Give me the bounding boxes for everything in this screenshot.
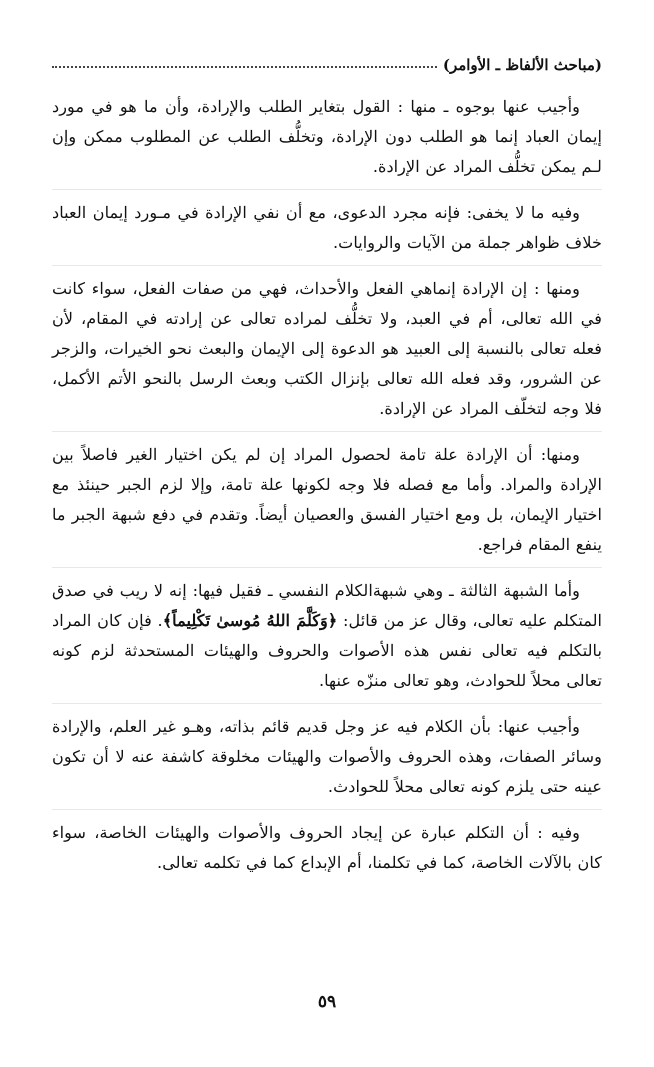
paragraph-separator bbox=[52, 809, 602, 810]
paragraph-separator bbox=[52, 189, 602, 190]
running-title: (مباحث الألفاظ ـ الأوامر) bbox=[442, 56, 602, 74]
paragraph-text: وأجيب عنها بوجوه ـ منها : القول بتغاير الطلب والإرادة، وأن ما هو في مورد إيمان العباد إنما هو الطلب دون الإرادة، وتخلُّف الطلب عن المطلوب ممكن وإن لـم يمكن تخلُّف المراد عن الإرادة. bbox=[52, 97, 602, 176]
paragraph-2 bbox=[52, 198, 602, 258]
page-number: ٥٩ bbox=[317, 992, 337, 1012]
header-dotted-rule bbox=[52, 66, 437, 68]
paragraph-4 bbox=[52, 440, 602, 560]
paragraph-text: ومنها: أن الإرادة علة تامة لحصول المراد إن لم يكن اختيار الغير فاصلاً بين الإرادة والمراد. وأما مع فصله فلا وجه لكونها علة تامة، وإلا لزم الجبر حينئذ مع اختيار الإيمان، بل ومع اختيار الفسق والعصيان أيضاً. وتقدم في دفع شبهة الجبر ما ينفع المقام فراجع. bbox=[52, 445, 602, 554]
paragraph-text-before-quote: وأما الشبهة الثالثة ـ وهي شبهةالكلام النفسي ـ فقيل فيها: إنه لا ريب في صدق المتكلم عليه تعالى، وقال عز من قائل: bbox=[52, 581, 602, 630]
paragraph-5 bbox=[52, 576, 602, 696]
paragraph-separator bbox=[52, 567, 602, 568]
paragraph-text: وفيه : أن التكلم عبارة عن إيجاد الحروف والأصوات والهيئات الخاصة، سواء كان بالآلات الخاصة، كما في تكلمنا، أم الإبداع كما في تكلمه تعالى. bbox=[52, 823, 602, 872]
paragraph-3 bbox=[52, 274, 602, 424]
paragraph-text-after-quote: . فإن كان المراد بالتكلم فيه تعالى نفس هذه الأصوات والحروف والهيئات المستحدثة لزم كونه تعالى محلاً للحوادث، وهو تعالى منزّه عنها. bbox=[52, 611, 602, 690]
quran-quote: ﴿وَكَلَّمَ اللهُ مُوسىٰ تَكْلِيماً﴾ bbox=[162, 611, 338, 630]
paragraph-1 bbox=[52, 92, 602, 182]
paragraph-7 bbox=[52, 818, 602, 878]
paragraph-6 bbox=[52, 712, 602, 802]
paragraph-separator bbox=[52, 703, 602, 704]
paragraph-separator bbox=[52, 265, 602, 266]
paragraph-text: وفيه ما لا يخفى: فإنه مجرد الدعوى، مع أن نفي الإرادة في مـورد إيمان العباد خلاف ظواهر جملة من الآيات والروايات. bbox=[52, 203, 602, 252]
paragraph-text: وأجيب عنها: بأن الكلام فيه عز وجل قديم قائم بذاته، وهـو غير العلم، والإرادة وسائر الصفات، وهذه الحروف والأصوات والهيئات مخلوقة كاشفة عنه لا أن تكون عينه حتى يلزم كونه تعالى محلاً للحوادث. bbox=[52, 717, 602, 796]
paragraph-text: ومنها : إن الإرادة إنماهي الفعل والأحداث، فهي من صفات الفعل، سواء كانت في الله تعالى، أم في العبد، ولا تخلُّف لمراده تعالى عن إرادته في المقام، لأن فعله تعالى بالنسبة إلى العبيد هو الدعوة إلى الإيمان والبعث نحو الخيرات، والزجر عن الشرور، وقد فعله الله تعالى بإنزال الكتب وبعث الرسل بالنحو الأتم الأكمل، فلا وجه لتخلّف المراد عن الإرادة. bbox=[52, 279, 602, 418]
paragraph-separator bbox=[52, 431, 602, 432]
running-header bbox=[52, 52, 602, 78]
